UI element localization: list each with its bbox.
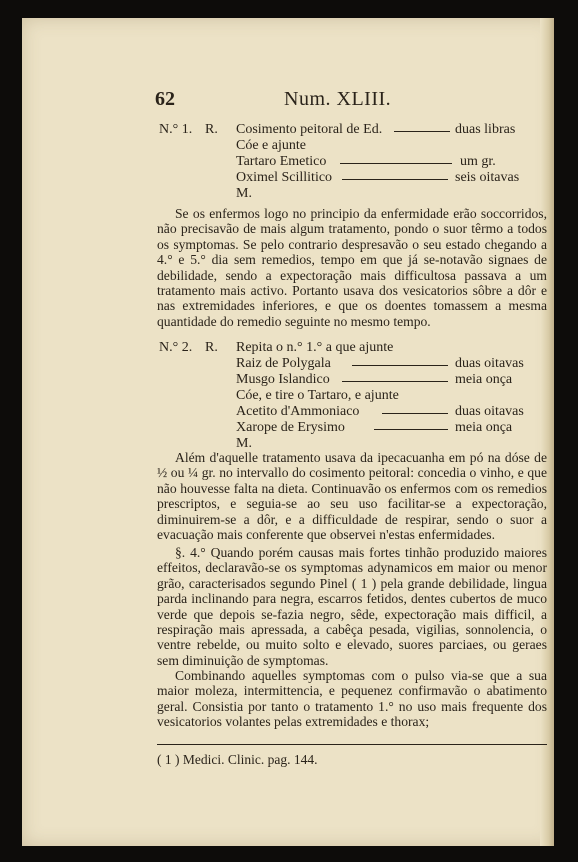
ingredient-name: Acetito d'Ammoniaco [236, 404, 360, 419]
ingredient-quantity: meia onça [455, 372, 513, 387]
ingredient-quantity: meia onça [455, 420, 513, 435]
recipe-line [22, 420, 554, 436]
ingredient-quantity: duas oitavas [455, 356, 524, 371]
ingredient-quantity: duas libras [455, 122, 516, 137]
ingredient-name: Repita o n.° 1.° a que ajunte [236, 340, 394, 355]
page-header [22, 88, 554, 114]
leader-dash [342, 179, 448, 180]
ingredient-name: M. [236, 186, 252, 201]
running-title: Num. XLIII. [284, 88, 392, 110]
leader-dash [374, 429, 448, 430]
ingredient-name: Oximel Scillitico [236, 170, 333, 185]
recipe-symbol: R. [205, 122, 218, 137]
leader-dash [382, 413, 448, 414]
footnote: ( 1 ) Medici. Clinic. pag. 144. [157, 752, 318, 767]
ingredient-name: Cóe, e tire o Tartaro, e ajunte [236, 388, 399, 403]
recipe-line [22, 372, 554, 388]
ingredient-name: Musgo Islandico [236, 372, 330, 387]
book-page [22, 18, 554, 846]
ingredient-name: Tartaro Emetico [236, 154, 327, 169]
recipe-number: N.° 1. [159, 122, 193, 137]
paragraph-text: Além d'aquelle tratamento usava da ipecacuanha em pó na dóse de ½ ou ¼ gr. no intervallo do cosimento peitoral: concedia o vinho, e que não houvesse falta na dieta. Continuavão os enfermos com os remedios prescriptos, e seguia-se ao seu uso facilitar-se a expectoração, diminuirem-se a dôr, e a difficuldade de respirar, sendo o suor a evacuação mais conferente que observei n'estas enfermidades. [157, 450, 547, 543]
recipe-number: N.° 2. [159, 340, 193, 355]
recipe-symbol: R. [205, 340, 218, 355]
recipe-line [22, 356, 554, 372]
paragraph [157, 545, 547, 668]
paragraph-text: Se os enfermos logo no principio da enfermidade erão soccorridos, não precisavão de mais algum tratamento, pondo o suor têrmo a todos os symptomas. Se pelo contrario despresavão o seu estado chegando a 4.° e 5.° dia sem remedios, tempo em que já se-notavão signaes de debilidade, sendo a expectoração mais difficultosa passava a um tratamento mais activo. Portanto usava dos vesicatorios sôbre a dôr e nas extremidades inferiores, e que os doentes tomassem a mesma quantidade do remedio seguinte no mesmo tempo. [157, 206, 547, 329]
ingredient-name: M. [236, 436, 252, 451]
ingredient-quantity: duas oitavas [455, 404, 524, 419]
recipe-line [22, 138, 554, 154]
recipe-line [22, 122, 554, 138]
ingredient-name: Cosimento peitoral de Ed. [236, 122, 383, 137]
ingredient-quantity: seis oitavas [455, 170, 520, 185]
ingredient-name: Xarope de Erysimo [236, 420, 345, 435]
recipe-line [22, 388, 554, 404]
leader-dash [394, 131, 450, 132]
recipe-line [22, 186, 554, 202]
paragraph [157, 668, 547, 730]
ingredient-quantity: um gr. [460, 154, 496, 169]
ingredient-name: Cóe e ajunte [236, 138, 306, 153]
recipe-line [22, 154, 554, 170]
paragraph-text: Combinando aquelles symptomas com o pulso via-se que a sua maior moleza, intermittencia, e pequenez confirmavão o abatimento geral. Consistia por tanto o tratamento 1.° no uso mais frequente dos vesicatorios volantes pelas extremidades e thorax; [157, 668, 547, 730]
page-number: 62 [155, 88, 175, 110]
paragraph [157, 450, 547, 542]
paragraph-text: §. 4.° Quando porém causas mais fortes tinhão produzido maiores effeitos, declaravão-se os symptomas adynamicos em maior ou menor grão, caracterisados segundo Pinel ( 1 ) pela grande debilidade, lingua parda inclinando para negra, escarros fetidos, dentes cubertos de muco verde que depois se-fazia negro, sêde, expectoração mais difficil, a respiração mais apressada, a cabêça pesada, vigilias, sonnolencia, o ventre rebelde, ou muito solto e elevado, suores parciaes, ou geraes sem diminuição de symptomas. [157, 545, 547, 668]
footnote-rule [157, 744, 547, 745]
ingredient-name: Raiz de Polygala [236, 356, 331, 371]
recipe-line [22, 170, 554, 186]
leader-dash [352, 365, 448, 366]
recipe-line [22, 404, 554, 420]
leader-dash [342, 381, 448, 382]
paragraph [157, 206, 547, 329]
leader-dash [340, 163, 452, 164]
recipe-line [22, 340, 554, 356]
